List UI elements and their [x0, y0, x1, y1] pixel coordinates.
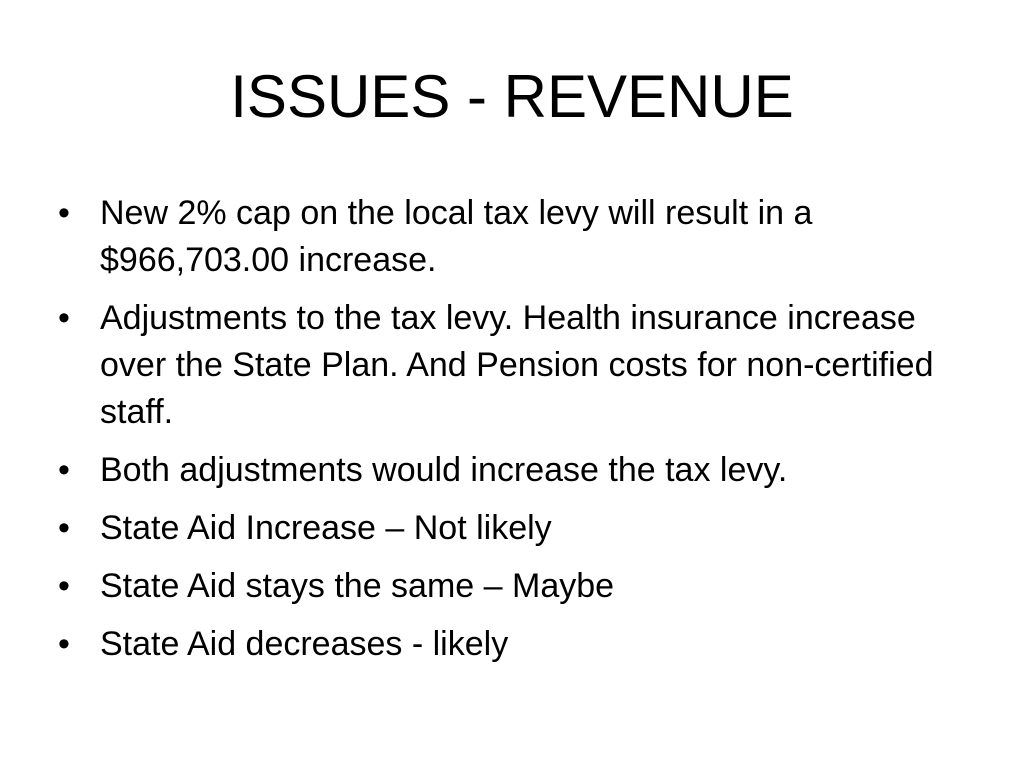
bullet-list — [58, 190, 988, 679]
bullet-item — [58, 505, 988, 552]
bullet-item — [58, 295, 988, 436]
bullet-item — [58, 621, 988, 668]
bullet-text: Adjustments to the tax levy. Health insurance increase over the State Plan. And Pension costs for non-certified staff. — [100, 299, 934, 431]
bullet-text: State Aid stays the same – Maybe — [100, 567, 615, 605]
slide-title: ISSUES - REVENUE — [230, 63, 794, 130]
bullet-glyph: • — [58, 625, 70, 663]
bullet-text: State Aid decreases - likely — [100, 625, 509, 663]
bullet-glyph: • — [58, 567, 70, 605]
bullet-item — [58, 190, 988, 284]
bullet-glyph: • — [58, 194, 70, 232]
bullet-glyph: • — [58, 509, 70, 547]
bullet-glyph: • — [58, 451, 70, 489]
bullet-item — [58, 563, 988, 610]
bullet-text: State Aid Increase – Not likely — [100, 509, 552, 547]
bullet-text: Both adjustments would increase the tax levy. — [100, 451, 788, 489]
bullet-text: New 2% cap on the local tax levy will result in a $966,703.00 increase. — [100, 194, 813, 279]
bullet-glyph: • — [58, 299, 70, 337]
bullet-item — [58, 447, 988, 494]
